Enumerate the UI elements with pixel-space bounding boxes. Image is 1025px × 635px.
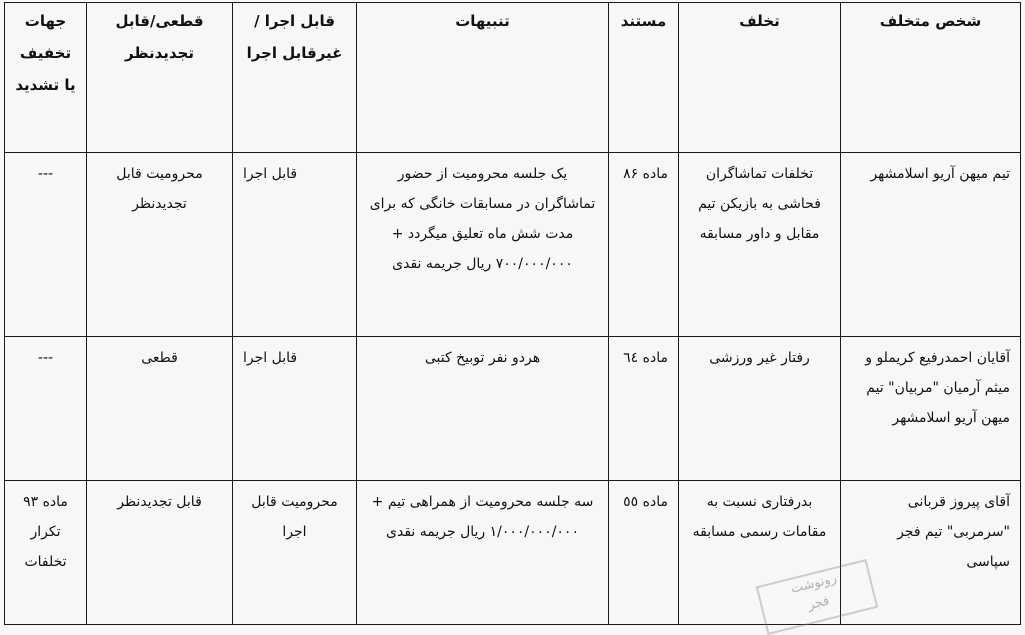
- header-person: شخص متخلف: [841, 3, 1021, 153]
- header-finality: قطعی/قابل تجدیدنظر: [87, 3, 233, 153]
- header-penalty: تنبیهات: [357, 3, 609, 153]
- table-row: [5, 337, 1021, 481]
- header-article: مستند: [609, 3, 679, 153]
- cell-article: ماده ٦٤: [609, 337, 679, 481]
- stamp-line-1: رونوشت: [789, 570, 839, 597]
- disciplinary-table: [4, 2, 1021, 625]
- cell-enforceable: محرومیت قابل اجرا: [233, 481, 357, 625]
- cell-violation: تخلفات تماشاگران فحاشی به بازیکن تیم مقابل و داور مسابقه: [679, 153, 841, 337]
- cell-penalty: یک جلسه محرومیت از حضور تماشاگران در مسابقات خانگی که برای مدت شش ماه تعلیق میگردد + ۷۰۰/۰۰۰/۰۰۰ ریال جریمه نقدی: [357, 153, 609, 337]
- cell-finality: قابل تجدیدنظر: [87, 481, 233, 625]
- header-enforceable: قابل اجرا /غیرقابل اجرا: [233, 3, 357, 153]
- cell-finality: قطعی: [87, 337, 233, 481]
- header-mitigation: جهات تخفیف یا تشدید: [5, 3, 87, 153]
- cell-person: آقایان احمدرفیع کریملو و میثم آرمیان "مربیان" تیم میهن آریو اسلامشهر: [841, 337, 1021, 481]
- cell-mitigation: ---: [5, 337, 87, 481]
- cell-enforceable: قابل اجرا: [233, 153, 357, 337]
- header-violation: تخلف: [679, 3, 841, 153]
- cell-violation: بدرفتاری نسبت به مقامات رسمی مسابقه: [679, 481, 841, 625]
- cell-person: آقای پیروز قربانی "سرمربی" تیم فجر سپاسی: [841, 481, 1021, 625]
- cell-mitigation: ---: [5, 153, 87, 337]
- header-row: [5, 3, 1021, 153]
- cell-article: ماده ۸۶: [609, 153, 679, 337]
- cell-mitigation: ماده ۹۳ تکرار تخلفات: [5, 481, 87, 625]
- stamp-line-2: فجر: [806, 593, 831, 614]
- cell-finality: محرومیت قابل تجدیدنظر: [87, 153, 233, 337]
- cell-person: تیم میهن آریو اسلامشهر: [841, 153, 1021, 337]
- table-row: [5, 153, 1021, 337]
- cell-article: ماده ٥٥: [609, 481, 679, 625]
- cell-enforceable: قابل اجرا: [233, 337, 357, 481]
- cell-penalty: هردو نفر توبیخ کتبی: [357, 337, 609, 481]
- cell-penalty: سه جلسه محرومیت از همراهی تیم + ۱/۰۰۰/۰۰۰/۰۰۰ ریال جریمه نقدی: [357, 481, 609, 625]
- cell-violation: رفتار غیر ورزشی: [679, 337, 841, 481]
